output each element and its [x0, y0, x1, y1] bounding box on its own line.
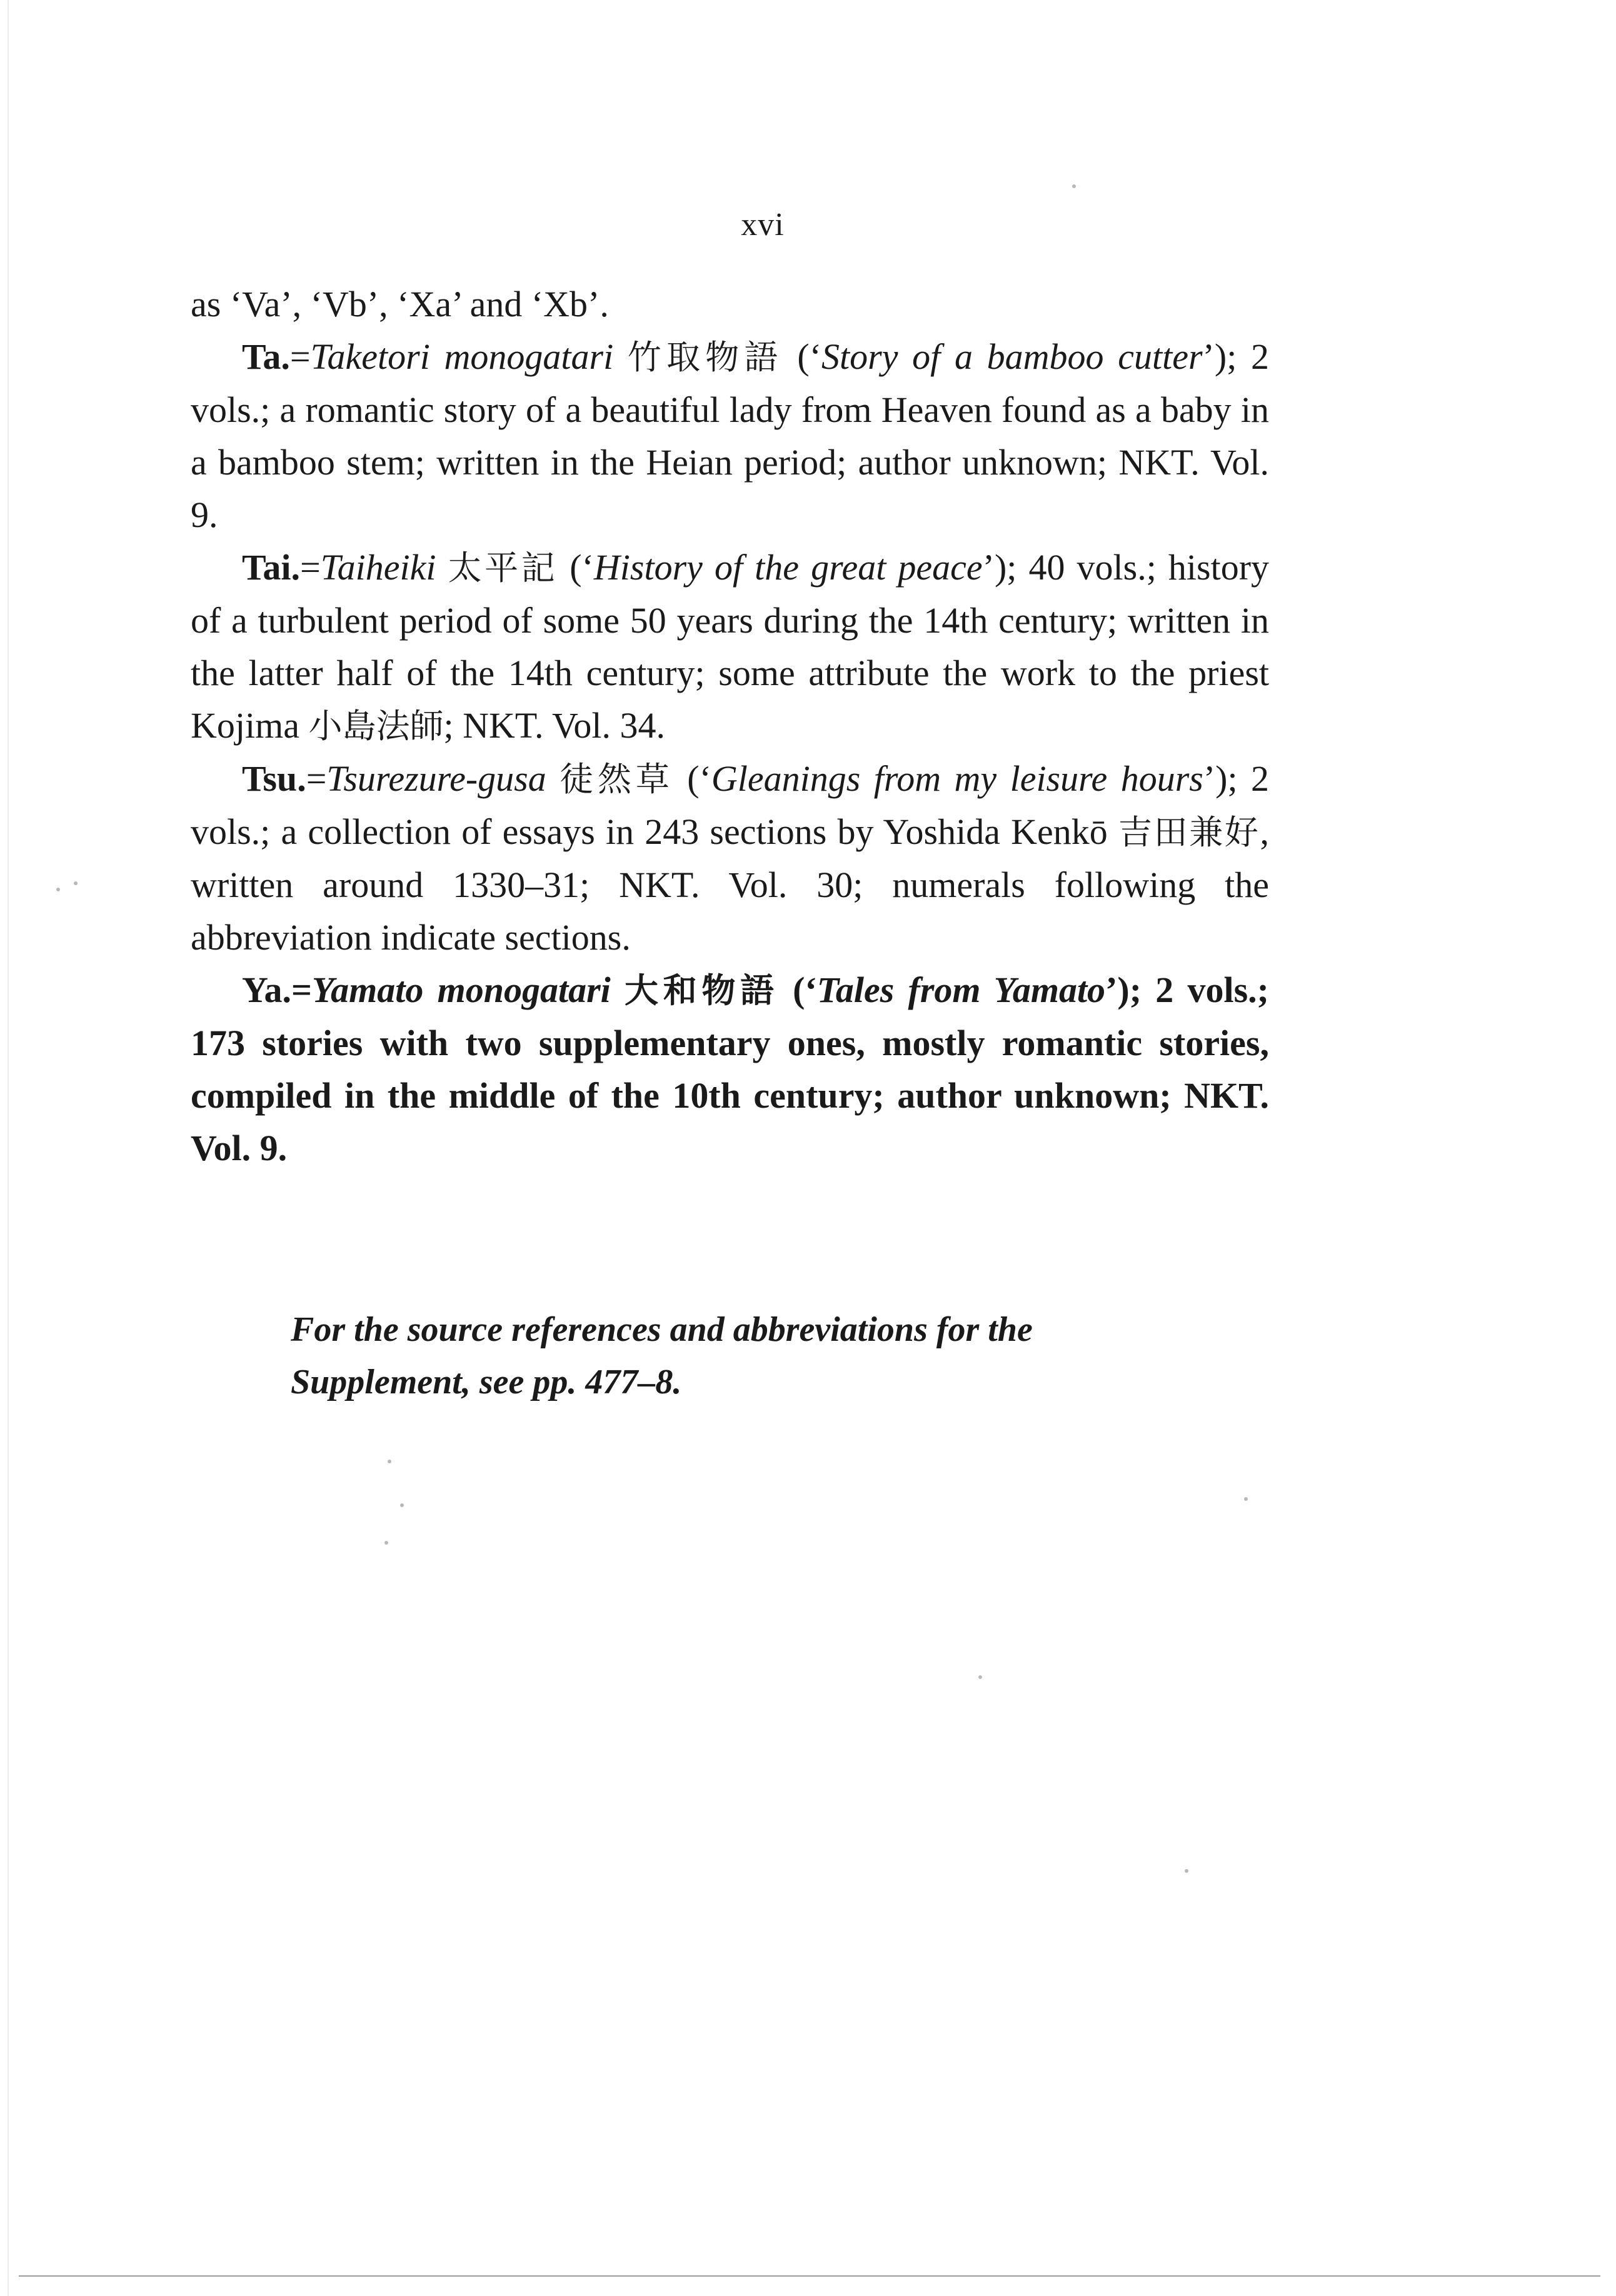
scan-speck	[74, 881, 78, 885]
entry-equals: =	[299, 547, 321, 588]
entry-body: ; 2 vols.; 173 stories with two supplementary ones, mostly romantic stories, compiled in the middle of the 10th century; author unknown; NKT. Vol. 9.	[191, 970, 1269, 1168]
entry-body: ; 2 vols.; a collection of essays in 243 sections by Yoshida Kenkō	[191, 758, 1270, 852]
scan-speck	[1185, 1869, 1188, 1873]
entry-taketori	[191, 331, 1269, 541]
entry-taiheiki	[191, 541, 1269, 753]
entry-equals: =	[306, 758, 327, 799]
entry-translation: Tales from Yamato	[816, 970, 1106, 1010]
entry-title: Taiheiki	[320, 547, 436, 588]
scan-speck	[388, 1460, 391, 1463]
entry-open-quote: (‘	[778, 970, 817, 1010]
entry-kanji: 太平記	[448, 548, 558, 588]
entry-tsurezure-gusa	[191, 753, 1269, 964]
entry-abbr: Tsu.	[242, 758, 306, 799]
entry-open-quote: (‘	[558, 547, 594, 588]
page-number: xvi	[741, 207, 785, 243]
entry-equals: =	[289, 336, 311, 377]
entry-close-quote: ’)	[1202, 336, 1227, 377]
scan-speck	[384, 1541, 388, 1545]
entry-yamato-monogatari	[191, 964, 1269, 1175]
entry-body: ; 2 vols.; a romantic story of a beautiful lady from Heaven found as a baby in a bamboo stem; written in the Heian period; author unknown; NKT. Vol. 9.	[191, 336, 1269, 535]
entry-body-end: , written around 1330–31; NKT. Vol. 30; numerals following the abbreviation indicate sections.	[191, 811, 1270, 958]
entry-kanji: 徒然草	[560, 759, 674, 799]
entry-body: ; 40 vols.; history of a turbulent period of some 50 years during the 14th century; written in the latter half of the 14th century; some attribute the work to the priest Kojima	[191, 547, 1270, 746]
bottom-page-rule	[19, 2275, 1600, 2277]
entry-translation: Gleanings from my leisure hours	[711, 758, 1203, 799]
continuation-line: as ‘Va’, ‘Vb’, ‘Xa’ and ‘Xb’.	[191, 284, 609, 324]
entry-open-quote: (‘	[673, 758, 711, 799]
scan-speck	[1072, 184, 1076, 188]
entry-close-quote: ’)	[1203, 758, 1228, 799]
abbreviation-list	[191, 278, 1269, 1175]
scan-speck	[1244, 1497, 1248, 1501]
supplement-note-line-1: For the source references and abbreviations for the	[291, 1310, 1033, 1349]
entry-body-end: ; NKT. Vol. 34.	[443, 705, 665, 746]
entry-kanji: 大和物語	[625, 971, 779, 1010]
entry-abbr: Ta.	[242, 336, 290, 377]
scan-speck	[56, 888, 60, 891]
entry-translation: Story of a bamboo cutter	[821, 336, 1203, 377]
entry-close-quote: ’)	[1105, 970, 1130, 1010]
entry-title: Yamato monogatari	[312, 970, 611, 1010]
entry-open-quote: (‘	[783, 336, 822, 377]
entry-kanji: 竹取物語	[627, 338, 783, 377]
entry-author-kanji: 吉田兼好	[1118, 813, 1260, 852]
supplement-note-line-2: Supplement, see pp. 477–8.	[291, 1363, 682, 1401]
entry-translation: History of the great peace	[593, 547, 983, 588]
scan-speck	[400, 1503, 404, 1507]
entry-title: Taketori monogatari	[310, 336, 614, 377]
entry-author-kanji: 小島法師	[308, 706, 444, 746]
entry-equals: =	[291, 970, 313, 1010]
entry-abbr: Tai.	[242, 547, 300, 588]
supplement-note	[291, 1303, 1203, 1408]
entry-title: Tsurezure-gusa	[326, 758, 546, 799]
scan-speck	[978, 1675, 982, 1679]
entry-close-quote: ’)	[982, 547, 1007, 588]
page-edge-shadow	[8, 0, 9, 2296]
entry-abbr: Ya.	[242, 970, 291, 1010]
